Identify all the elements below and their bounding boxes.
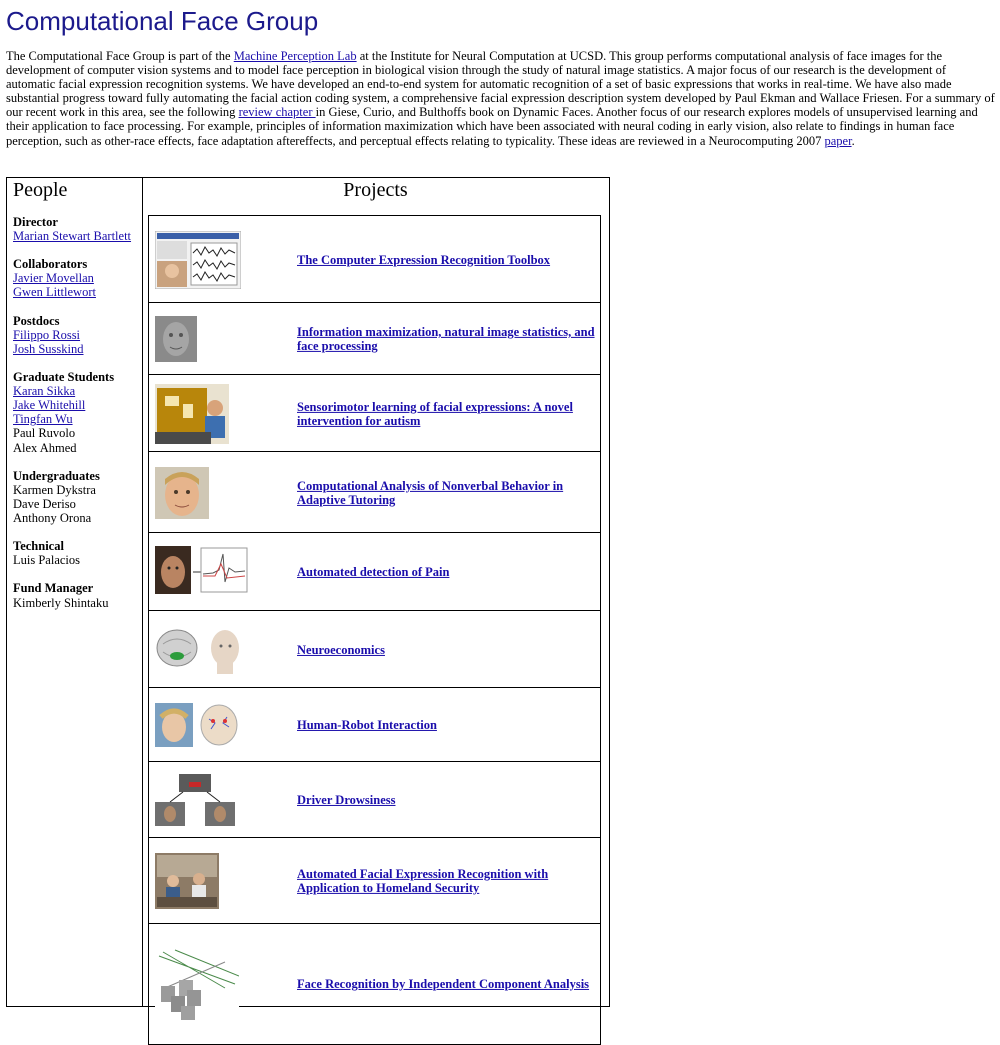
child-at-computer-photo-image[interactable] <box>155 384 229 444</box>
intro-text: The Computational Face Group is part of the <box>6 49 234 63</box>
project-row <box>149 303 600 375</box>
person-link[interactable]: Tingfan Wu <box>13 412 73 427</box>
person-link[interactable]: Karan Sikka <box>13 384 76 399</box>
people-group <box>13 581 131 609</box>
person-name: Alex Ahmed <box>13 440 77 455</box>
project-link[interactable]: Automated detection of Pain <box>297 564 450 579</box>
project-row <box>149 838 600 924</box>
layout-table <box>6 177 610 1007</box>
driver-simulator-photos-image[interactable] <box>155 774 235 826</box>
person-name: Dave Deriso <box>13 496 76 511</box>
person-name: Paul Ruvolo <box>13 426 76 441</box>
projects-table <box>148 215 601 1045</box>
project-link[interactable]: Computational Analysis of Nonverbal Behavior in Adaptive Tutoring <box>297 478 564 507</box>
grayscale-face-image-image[interactable] <box>155 316 197 362</box>
people-heading: People <box>13 179 68 201</box>
people-group-title: Technical <box>13 539 64 554</box>
machine-perception-lab-link[interactable]: Machine Perception Lab <box>233 49 357 63</box>
person-name: Kimberly Shintaku <box>13 595 109 610</box>
person-link[interactable]: Marian Stewart Bartlett <box>13 229 132 244</box>
face-and-robot-head-image[interactable] <box>155 703 241 747</box>
person-name: Luis Palacios <box>13 553 81 568</box>
people-list <box>13 215 131 624</box>
intro-text: . <box>851 133 855 148</box>
person-link[interactable]: Jake Whitehill <box>13 398 86 413</box>
people-group-title: Undergraduates <box>13 468 100 483</box>
person-name: Karmen Dykstra <box>13 482 96 497</box>
intro-paragraph <box>6 49 996 148</box>
ica-face-basis-images-image[interactable] <box>155 948 239 1020</box>
person-link[interactable]: Filippo Rossi <box>13 327 81 342</box>
people-group-title: Fund Manager <box>13 581 94 596</box>
project-row <box>149 375 600 452</box>
brain-and-head-render-image[interactable] <box>155 626 247 674</box>
person-link[interactable]: Gwen Littlewort <box>13 285 96 300</box>
project-link[interactable]: Information maximization, natural image statistics, and face processing <box>297 324 595 353</box>
page-title: Computational Face Group <box>6 6 319 36</box>
people-group <box>13 257 131 299</box>
person-name: Anthony Orona <box>13 510 92 525</box>
projects-heading: Projects <box>343 179 408 201</box>
projects-column <box>142 178 609 1006</box>
intro-text: at the Institute for Neural Computation at UCSD. This group performs computational analysis of face images for the development of computer vision systems and to model face perception in biological vision through the study of natural image statistics. A major focus of our research is the development of automatic facial expression recognition systems. We have developed an end-to-end system for automatic recognition of a set of basic expressions that works in real-time. We have also made substantial progress toward fully automating the facial action coding system, a comprehensive facial expression description system developed by Paul Ekman and Wallace Friesen. For a summary of our recent work in this area, see the following <box>6 49 995 120</box>
project-row <box>149 452 600 533</box>
people-group <box>13 370 131 455</box>
project-row <box>149 533 600 611</box>
project-link[interactable]: Sensorimotor learning of facial expressions: A novel intervention for autism <box>297 399 573 428</box>
person-link[interactable]: Josh Susskind <box>13 341 84 356</box>
intro-text: in Giese, Curio, and Bulthoffs book on Dynamic Faces. Another focus of our research explores models of unsupervised learning and their application to face processing. For example, principles of information maximization which have been associated with neural coding in early vision, also relate to findings in human face perception, such as other-race effects, face adaptation aftereffects, and perceptual effects relating to typicality. These ideas are reviewed in a Neurocomputing 2007 <box>6 105 978 148</box>
project-link[interactable]: Face Recognition by Independent Component Analysis <box>297 976 590 991</box>
project-row <box>149 688 600 762</box>
project-row <box>149 762 600 838</box>
review-chapter-link[interactable]: review chapter <box>238 105 316 120</box>
project-link[interactable]: Human-Robot Interaction <box>297 717 437 732</box>
boy-face-photo-image[interactable] <box>155 467 209 519</box>
project-row <box>149 216 600 303</box>
project-row <box>149 924 600 1044</box>
paper-link[interactable]: paper <box>824 133 852 148</box>
cert-toolbox-screenshot-image[interactable] <box>155 231 241 289</box>
pain-face-and-plot-image[interactable] <box>155 546 251 598</box>
project-link[interactable]: The Computer Expression Recognition Toolbox <box>297 252 551 267</box>
people-group <box>13 314 131 356</box>
people-column <box>7 178 143 1006</box>
security-checkpoint-photo-image[interactable] <box>155 853 219 909</box>
people-group-title: Postdocs <box>13 313 60 328</box>
project-link[interactable]: Neuroeconomics <box>297 642 385 657</box>
people-group-title: Director <box>13 215 58 229</box>
project-link[interactable]: Automated Facial Expression Recognition with Application to Homeland Security <box>297 866 549 895</box>
people-group-title: Graduate Students <box>13 370 115 385</box>
people-group <box>13 215 131 243</box>
project-link[interactable]: Driver Drowsiness <box>297 792 396 807</box>
person-link[interactable]: Javier Movellan <box>13 271 94 286</box>
project-row <box>149 611 600 688</box>
people-group-title: Collaborators <box>13 257 88 272</box>
people-group <box>13 539 131 567</box>
people-group <box>13 469 131 525</box>
